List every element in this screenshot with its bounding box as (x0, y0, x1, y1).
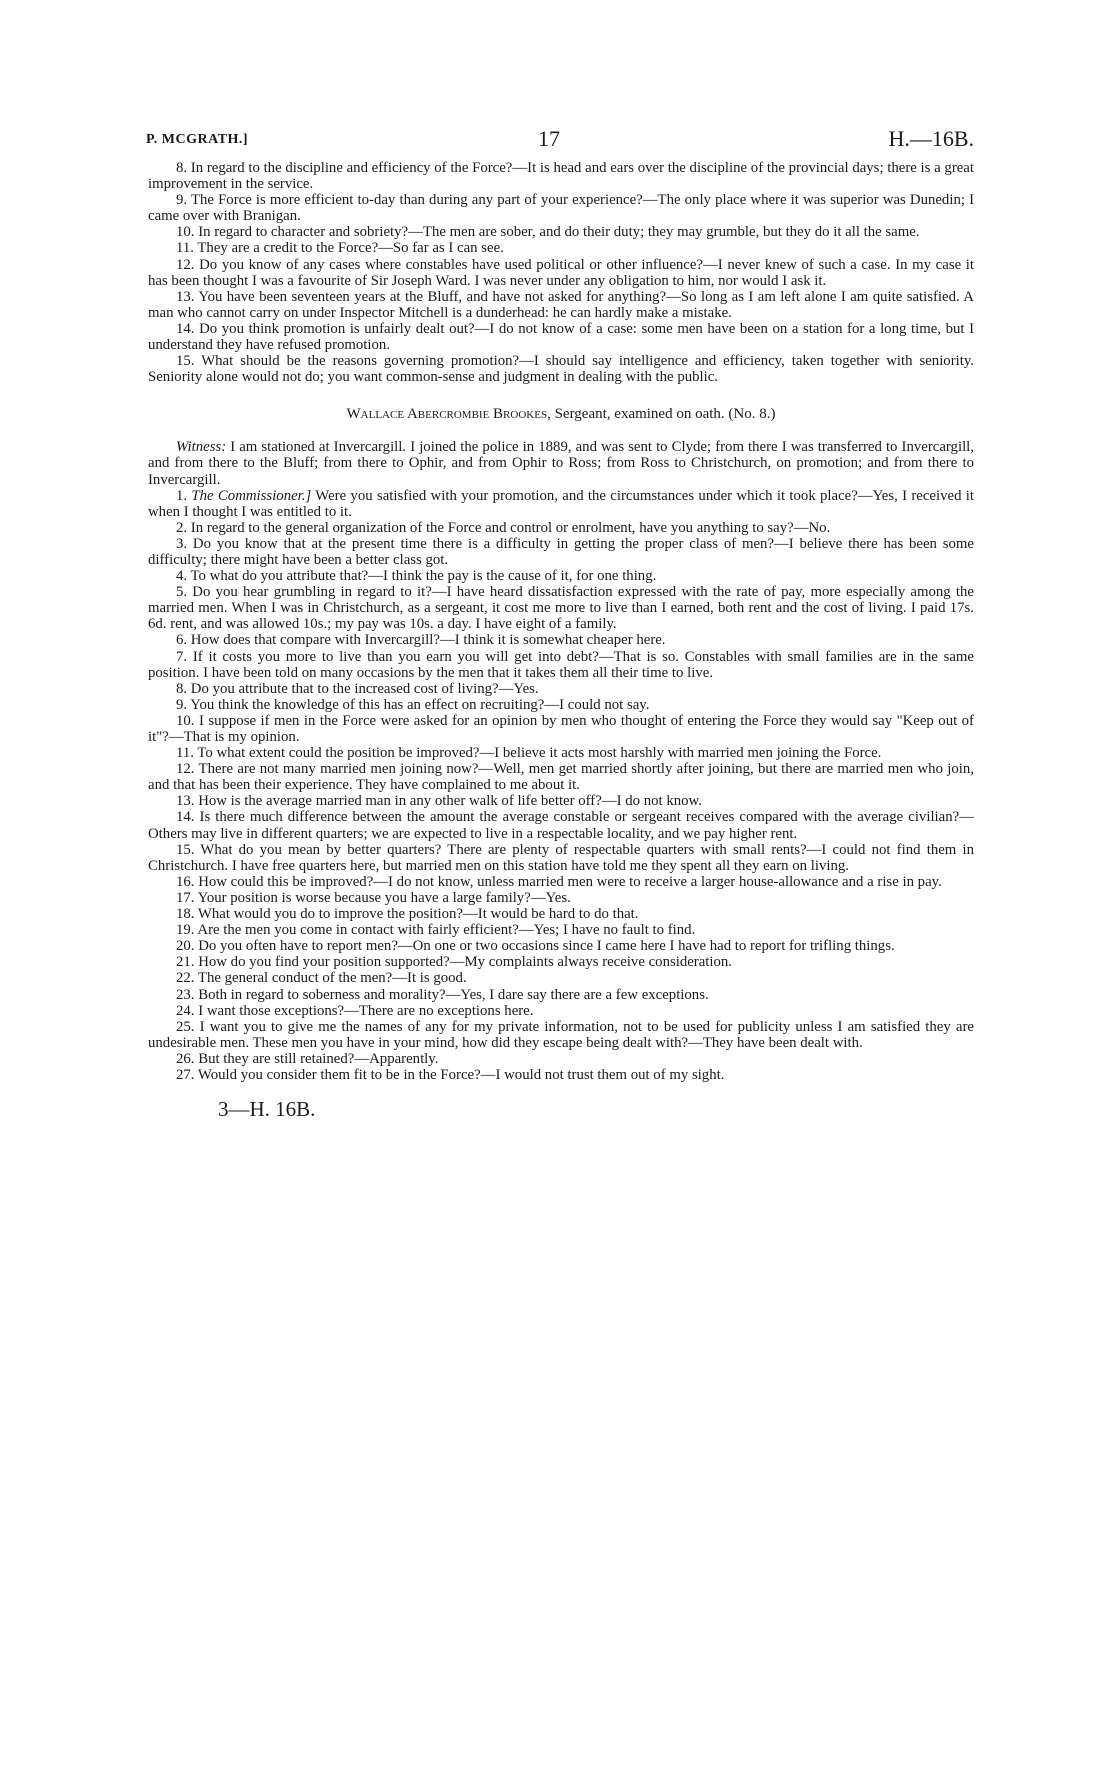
paragraph: 15. What do you mean by better quarters? There are plenty of respectable quarters with small rents?—I could not find them in Christchurch. I have free quarters here, but married men on this station have told me they spent all they earn on living. (148, 841, 974, 874)
paragraph: 14. Is there much difference between the amount the average constable or sergeant receives compared with the average civilian?—Others may live in different quarters; we are expected to live in a respectable locality, and we pay higher rent. (148, 809, 974, 842)
paragraph: 7. If it costs you more to live than you earn you will get into debt?—That is so. Constables with small families are in the same position. I have been told on many occasions by the men that it takes them all their time to live. (148, 648, 974, 681)
paragraph: 13. How is the average married man in any other walk of life better off?—I do not know. (176, 793, 702, 810)
mcgrath-testimony (148, 160, 974, 385)
paragraph: 3. Do you know that at the present time there is a difficulty in getting the proper class of men?—I believe there has been some difficulty; there might have been a better class got. (148, 535, 974, 568)
paragraph: 22. The general conduct of the men?—It is good. (176, 970, 467, 987)
paragraph: 10. I suppose if men in the Force were asked for an opinion by men who thought of entering the Force they would say "Keep out of it"?—That is my opinion. (148, 712, 974, 745)
running-head-witness: P. MCGRATH.] (146, 132, 249, 147)
witness-heading (148, 405, 974, 423)
paragraph: 21. How do you find your position supported?—My complaints always receive consideration. (176, 954, 733, 971)
paragraph: 12. There are not many married men joining now?—Well, men get married shortly after joining, but there are married men who join, and that has been their experience. They have complained to me about it. (148, 761, 974, 794)
paragraph: 16. How could this be improved?—I do not know, unless married men were to receive a larger house-allowance and a rise in pay. (176, 873, 942, 890)
paragraph: 24. I want those exceptions?—There are no exceptions here. (176, 1002, 534, 1019)
paragraph: 11. They are a credit to the Force?—So far as I can see. (176, 240, 504, 257)
witness-heading-rest: , Sergeant, examined on oath. (No. 8.) (547, 406, 776, 423)
paragraph: 2. In regard to the general organization of the Force and control or enrolment, have you anything to say?—No. (176, 519, 831, 536)
signature-mark: 3—H. 16B. (218, 1097, 316, 1122)
paragraph: 25. I want you to give me the names of any for my private information, not to be used for publicity unless I am satisfied they are undesirable men. These men you have in your mind, how did they escape being dealt with?—They have been dealt with. (148, 1018, 974, 1051)
witness-text: I am stationed at Invercargill. I joined the police in 1889, and was sent to Clyde; from there I was transferred to Invercargill, and from there to the Bluff; from there to Ophir, and from Ophir to Ross; from Ross to Christchurch, on promotion; and from there to Invercargill. (148, 439, 974, 488)
paragraph: 8. Do you attribute that to the increased cost of living?—Yes. (176, 680, 539, 697)
paragraph: 13. You have been seventeen years at the Bluff, and have not asked for anything?—So long as I am left alone I am quite satisfied. A man who cannot carry on under Inspector Mitchell is a dunderhead: he can hardly make a mistake. (148, 288, 974, 321)
paragraph: 9. The Force is more efficient to-day than during any part of your experience?—The only place where it was superior was Dunedin; I came over with Branigan. (148, 192, 974, 225)
document-reference: H.—16B. (888, 126, 974, 151)
question-1 (148, 488, 974, 520)
page-number: 17 (538, 126, 560, 151)
witness-label: Witness: (176, 439, 227, 456)
paragraph: 17. Your position is worse because you have a large family?—Yes. (176, 889, 571, 906)
question-text: Were you satisfied with your promotion, and the circumstances under which it took place?—Yes, I received it when I thought I was entitled to it. (148, 487, 974, 520)
page-header (148, 126, 974, 160)
paragraph: 15. What should be the reasons governing promotion?—I should say intelligence and efficiency, taken together with seniority. Seniority alone would not do; you want common-sense and judgment in dealing with the public. (148, 353, 974, 386)
paragraph: 8. In regard to the discipline and efficiency of the Force?—It is head and ears over the discipline of the provincial days; there is a great improvement in the service. (148, 160, 974, 193)
paragraph: 14. Do you think promotion is unfairly dealt out?—I do not know of a case: some men have been on a station for a long time, but I understand they have refused promotion. (148, 320, 974, 354)
witness-statement (148, 439, 974, 487)
paragraph: 20. Do you often have to report men?—On one or two occasions since I came here I have had to report for trifling things. (176, 938, 895, 955)
brookes-testimony (148, 520, 974, 1083)
paragraph: 6. How does that compare with Invercargill?—I think it is somewhat cheaper here. (176, 632, 666, 649)
question-number: 1. (176, 487, 188, 504)
paragraph: 27. Would you consider them fit to be in the Force?—I would not trust them out of my sight. (176, 1066, 725, 1083)
paragraph: 26. But they are still retained?—Apparently. (176, 1050, 439, 1067)
paragraph: 19. Are the men you come in contact with fairly efficient?—Yes; I have no fault to find. (176, 922, 696, 939)
paragraph: 11. To what extent could the position be improved?—I believe it acts most harshly with married men joining the Force. (176, 745, 882, 762)
witness-name: Wallace Abercrombie Brookes (346, 406, 548, 423)
paragraph: 4. To what do you attribute that?—I think the pay is the cause of it, for one thing. (176, 568, 657, 585)
speaker-label: The Commissioner.] (191, 487, 312, 504)
paragraph: 10. In regard to character and sobriety?—The men are sober, and do their duty; they may grumble, but they do it all the same. (176, 224, 920, 241)
document-page (148, 126, 974, 1122)
paragraph: 9. You think the knowledge of this has an effect on recruiting?—I could not say. (176, 696, 650, 713)
paragraph: 5. Do you hear grumbling in regard to it?—I have heard dissatisfaction expressed with the rate of pay, more especially among the married men. When I was in Christchurch, as a sergeant, it cost me more to live than I earned, both rent and the cost of living. I paid 17s. 6d. rent, and was allowed 10s.; my pay was 10s. a day. I have eight of a family. (148, 584, 974, 633)
paragraph: 23. Both in regard to soberness and morality?—Yes, I dare say there are a few exceptions. (176, 986, 709, 1003)
paragraph: 18. What would you do to improve the position?—It would be hard to do that. (176, 906, 639, 923)
paragraph: 12. Do you know of any cases where constables have used political or other influence?—I never knew of such a case. In my case it has been thought I was a favourite of Sir Joseph Ward. I was never under any obligation to him, nor would I ask it. (148, 256, 974, 289)
